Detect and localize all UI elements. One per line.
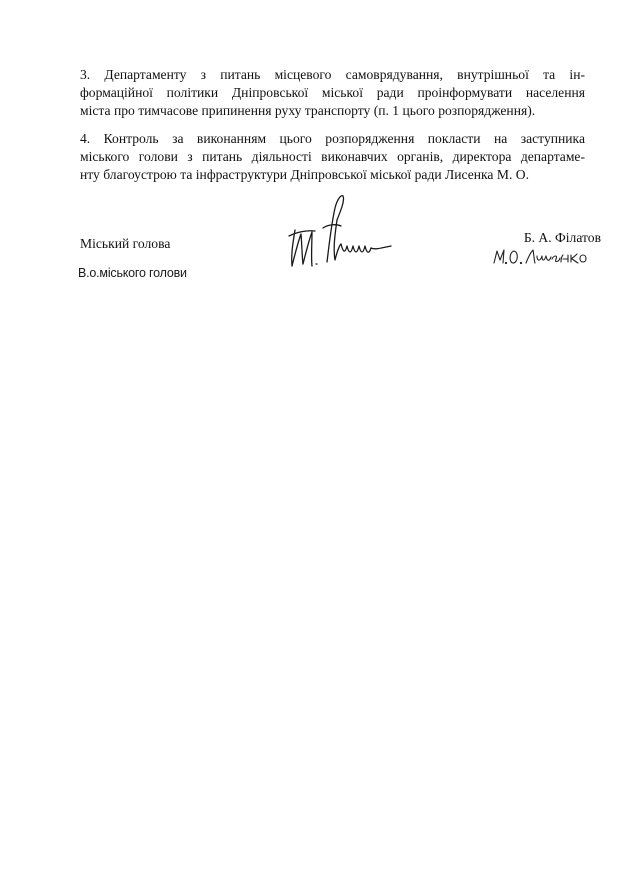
paragraph-3-line-2: формаційної політики Дніпровської міської ради проінформувати населення	[80, 85, 585, 100]
position-title: Міський голова	[80, 236, 171, 251]
handwritten-name-image	[492, 244, 592, 268]
paragraph-4-line-2: міського голови з питань діяльності виконавчих органів, директора департаме-	[80, 149, 585, 164]
paragraph-4-line-1: 4. Контроль за виконанням цього розпорядження покласти на заступника	[80, 131, 585, 146]
paragraph-3-line-3: міста про тимчасове припинення руху транспорту (п. 1 цього розпорядження).	[80, 103, 536, 118]
signature-image	[283, 190, 398, 275]
paragraph-4-line-3: нту благоустрою та інфраструктури Дніпровської міської ради Лисенка М. О.	[80, 167, 529, 182]
paragraph-3-line-1: 3. Департаменту з питань місцевого самоврядування, внутрішньої та ін-	[80, 67, 585, 82]
official-name: Б. А. Філатов	[523, 230, 601, 245]
paragraph-4	[80, 130, 585, 184]
acting-stamp: В.о.міського голови	[78, 266, 187, 280]
paragraph-3	[80, 66, 585, 120]
